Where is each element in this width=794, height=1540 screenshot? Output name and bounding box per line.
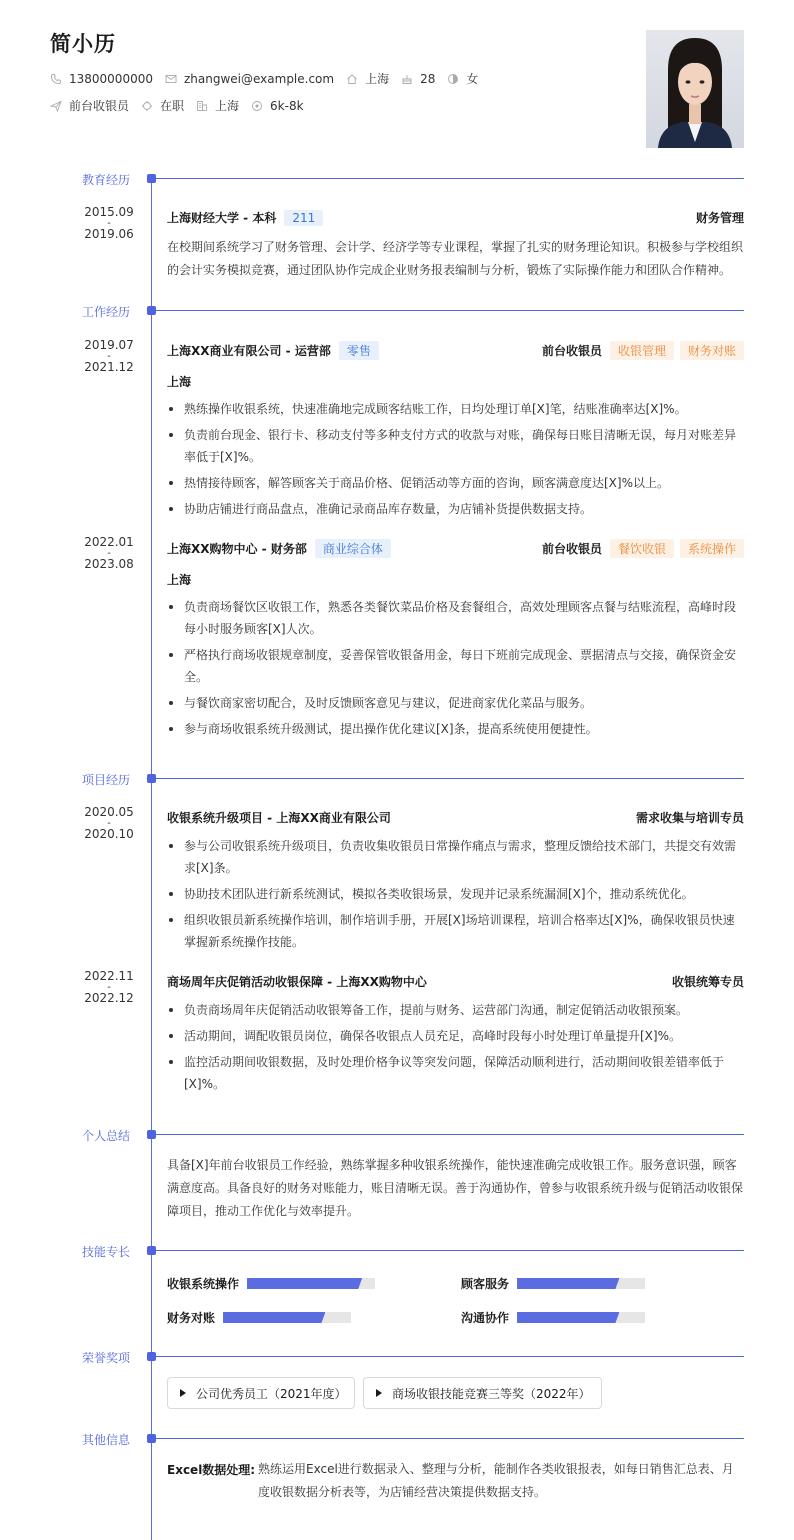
section-divider: [156, 1356, 744, 1357]
phone-item: [50, 72, 153, 86]
status-text: 在职: [160, 99, 185, 113]
list-item: 负责商场餐饮区收银工作，熟悉各类餐饮菜品价格及套餐组合，高效处理顾客点餐与结账流程，高峰时段每小时服务顾客[X]人次。: [167, 596, 744, 640]
skill-item: [167, 1275, 375, 1292]
project-title: 商场周年庆促销活动收银保障 - 上海XX购物中心: [167, 975, 427, 989]
section-divider: [156, 1438, 744, 1439]
skill-tag: 收银管理: [610, 341, 674, 360]
section-marker: [147, 1130, 156, 1139]
award-card: [363, 1377, 602, 1409]
project-date: 2022.11 - 2022.12: [84, 969, 134, 1005]
project-entry-head: [167, 973, 744, 990]
work-city-text: 上海: [215, 99, 240, 113]
salary-item: [251, 99, 304, 113]
project-title: 收银系统升级项目 - 上海XX商业有限公司: [167, 811, 391, 825]
education-date: 2015.09 - 2019.06: [84, 205, 134, 241]
triangle-icon: [376, 1389, 382, 1397]
section-divider: [156, 310, 744, 311]
other-label: Excel数据处理:: [167, 1463, 256, 1477]
section-title-projects: 项目经历: [82, 773, 131, 787]
status-icon: [141, 100, 153, 112]
industry-tag: 商业综合体: [315, 539, 391, 558]
project-entry-head: [167, 809, 744, 826]
school-name: 上海财经大学 - 本科: [167, 211, 277, 225]
age-text: 28: [420, 71, 436, 86]
work-location: 上海: [167, 573, 192, 587]
work-location: 上海: [167, 375, 192, 389]
summary-text: 具备[X]年前台收银员工作经验，熟练掌握多种收银系统操作，能快速准确完成收银工作。服务意识强，顾客满意度高。具备良好的财务对账能力，账目清晰无误。善于沟通协作，曾参与收银系统升级与促销活动收银保障项目，推动工作优化与效率提升。: [167, 1158, 744, 1218]
section-divider: [156, 1134, 744, 1135]
project-bullets: [167, 835, 744, 957]
education-entry-head: [167, 209, 744, 226]
job-role: 前台收银员: [541, 344, 602, 358]
company-name: 上海XX购物中心 - 财务部: [167, 542, 307, 556]
send-icon: [50, 100, 62, 112]
age-item: [401, 72, 435, 86]
section-divider: [156, 1250, 744, 1251]
skill-bar-fill: [517, 1312, 619, 1323]
skill-item: [461, 1275, 645, 1292]
phone-text: 13800000000: [69, 71, 153, 86]
skill-name: 沟通协作: [461, 1311, 510, 1325]
skill-bar: [223, 1312, 351, 1323]
list-item: 热情接待顾客，解答顾客关于商品价格、促销活动等方面的咨询，顾客满意度达[X]%以上。: [167, 472, 744, 494]
status-item: [141, 97, 184, 114]
section-marker: [147, 306, 156, 315]
skill-name: 财务对账: [167, 1311, 216, 1325]
email-item: [165, 72, 334, 86]
list-item: 严格执行商场收银规章制度，妥善保管收银备用金，每日下班前完成现金、票据清点与交接，确保资金安全。: [167, 644, 744, 688]
project-bullets: [167, 999, 744, 1099]
skill-tag: 餐饮收银: [610, 539, 674, 558]
list-item: 负责前台现金、银行卡、移动支付等多种支付方式的收款与对账，确保每日账目清晰无误，每月对账差异率低于[X]%。: [167, 424, 744, 468]
section-marker: [147, 1246, 156, 1255]
age-icon: [401, 73, 413, 85]
skill-name: 顾客服务: [461, 1277, 510, 1291]
position-text: 前台收银员: [69, 99, 130, 113]
company-name: 上海XX商业有限公司 - 运营部: [167, 344, 331, 358]
section-marker: [147, 1434, 156, 1443]
section-marker: [147, 174, 156, 183]
section-divider: [156, 178, 744, 179]
position-item: [50, 97, 129, 114]
skill-tag: 财务对账: [680, 341, 744, 360]
home-icon: [346, 73, 358, 85]
work-entry-head: [167, 341, 744, 360]
section-title-awards: 荣誉奖项: [82, 1351, 131, 1365]
skill-name: 收银系统操作: [167, 1277, 240, 1291]
section-marker: [147, 774, 156, 783]
education-description: 在校期间系统学习了财务管理、会计学、经济学等专业课程，掌握了扎实的财务理论知识。积极参与学校组织的会计实务模拟竞赛，通过团队协作完成企业财务报表编制与分析，锻炼了实际操作能力和团队合作精神。: [167, 240, 744, 277]
list-item: 参与商场收银系统升级测试，提出操作优化建议[X]条，提高系统使用便捷性。: [167, 718, 744, 740]
timeline-line: [151, 178, 152, 1540]
gender-icon: [447, 73, 459, 85]
phone-icon: [50, 73, 62, 85]
work-bullets: [167, 398, 744, 524]
project-role: 收银统筹专员: [671, 975, 744, 989]
award-text: 商场收银技能竞赛三等奖（2022年）: [392, 1386, 591, 1401]
skill-bar-fill: [517, 1278, 619, 1289]
building-icon: [196, 100, 208, 112]
skill-bar-fill: [223, 1312, 325, 1323]
work-bullets: [167, 596, 744, 744]
triangle-icon: [180, 1389, 186, 1397]
gender-text: 女: [466, 72, 479, 86]
work-entry-head: [167, 539, 744, 558]
list-item: 与餐饮商家密切配合，及时反馈顾客意见与建议，促进商家优化菜品与服务。: [167, 692, 744, 714]
award-text: 公司优秀员工（2021年度）: [196, 1386, 347, 1401]
work-date: 2022.01 - 2023.08: [84, 535, 134, 571]
mail-icon: [165, 73, 177, 85]
industry-tag: 零售: [339, 341, 379, 360]
list-item: 活动期间，调配收银员岗位，确保各收银点人员充足，高峰时段每小时处理订单量提升[X]%。: [167, 1025, 744, 1047]
list-item: 负责商场周年庆促销活动收银筹备工作，提前与财务、运营部门沟通，制定促销活动收银预案。: [167, 999, 744, 1021]
list-item: 协助店铺进行商品盘点，准确记录商品库存数量，为店铺补货提供数据支持。: [167, 498, 744, 520]
salary-icon: [251, 100, 263, 112]
list-item: 熟练操作收银系统，快速准确地完成顾客结账工作，日均处理订单[X]笔，结账准确率达[X]%。: [167, 398, 744, 420]
salary-text: 6k-8k: [270, 98, 304, 113]
section-title-other: 其他信息: [82, 1433, 131, 1447]
skill-bar: [517, 1278, 645, 1289]
skill-item: [167, 1309, 351, 1326]
contact-row: [50, 70, 490, 87]
job-role: 前台收银员: [541, 542, 602, 556]
section-title-summary: 个人总结: [82, 1129, 131, 1143]
work-city-item: [196, 97, 239, 114]
list-item: 组织收银员新系统操作培训，制作培训手册，开展[X]场培训课程，培训合格率达[X]%，确保收银员快速掌握新系统操作技能。: [167, 909, 744, 953]
job-row: [50, 97, 316, 114]
section-title-work: 工作经历: [82, 305, 131, 319]
skill-tag: 系统操作: [680, 539, 744, 558]
project-role: 需求收集与培训专员: [635, 811, 744, 825]
section-divider: [156, 778, 744, 779]
skill-bar-fill: [247, 1278, 362, 1289]
section-title-skills: 技能专长: [82, 1245, 131, 1259]
skill-item: [461, 1309, 645, 1326]
work-date: 2019.07 - 2021.12: [84, 338, 134, 374]
section-marker: [147, 1352, 156, 1361]
resume-name: 简小历: [50, 32, 116, 56]
city-text: 上海: [365, 72, 390, 86]
email-text: zhangwei@example.com: [183, 71, 335, 86]
skill-bar: [517, 1312, 645, 1323]
profile-photo: [646, 30, 744, 148]
project-date: 2020.05 - 2020.10: [84, 805, 134, 841]
major-name: 财务管理: [695, 211, 744, 225]
list-item: 参与公司收银系统升级项目，负责收集收银员日常操作痛点与需求，整理反馈给技术部门，共提交有效需求[X]条。: [167, 835, 744, 879]
gender-item: [447, 70, 478, 87]
school-tag: 211: [284, 210, 323, 226]
list-item: 监控活动期间收银数据，及时处理价格争议等突发问题，保障活动顺利进行，活动期间收银差错率低于[X]%。: [167, 1051, 744, 1095]
award-card: [167, 1377, 355, 1409]
list-item: 协助技术团队进行新系统测试，模拟各类收银场景，发现并记录系统漏洞[X]个，推动系统优化。: [167, 883, 744, 905]
section-title-education: 教育经历: [82, 173, 131, 187]
city-item: [346, 70, 389, 87]
other-text: 熟练运用Excel进行数据录入、整理与分析，能制作各类收银报表，如每日销售汇总表、月度收银数据分析表等，为店铺经营决策提供数据支持。: [258, 1462, 734, 1499]
skill-bar: [247, 1278, 375, 1289]
